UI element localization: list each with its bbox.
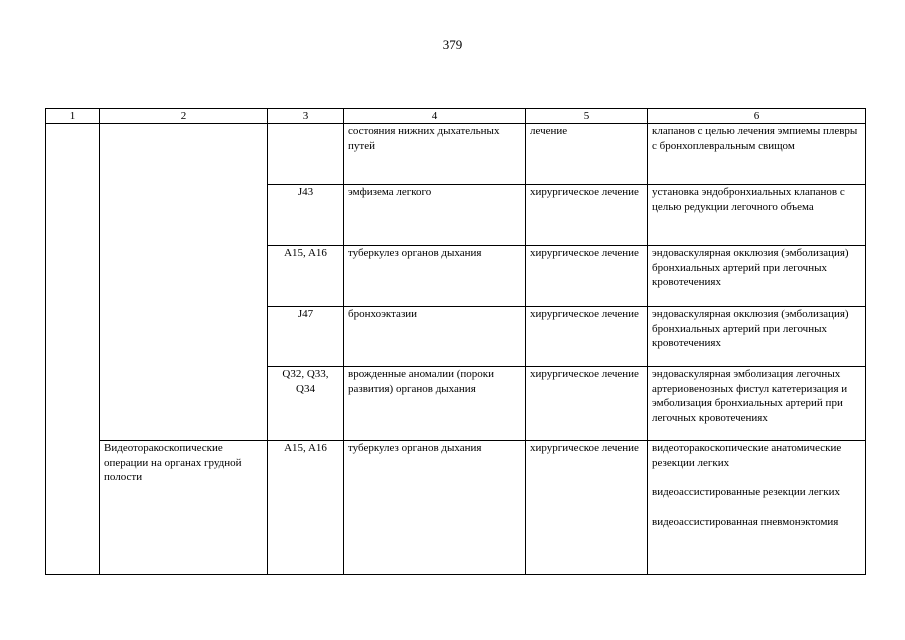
method-cell xyxy=(648,441,866,575)
disease-cell: бронхоэктазии xyxy=(344,307,526,367)
code-cell: A15, A16 xyxy=(268,441,344,575)
code-cell xyxy=(268,124,344,185)
disease-cell: врожденные аномалии (пороки развития) органов дыхания xyxy=(344,367,526,441)
method-text: видеоторакоскопические анатомические резекции легких xyxy=(652,442,842,469)
table-header-row xyxy=(46,109,866,124)
method-cell xyxy=(648,307,866,367)
column-header: 1 xyxy=(46,109,100,124)
treatment-cell: хирургическое лечение xyxy=(526,307,648,367)
group-cell xyxy=(100,124,268,441)
method-cell xyxy=(648,124,866,185)
method-text: установка эндобронхиальных клапанов с целью редукции легочного объема xyxy=(652,186,845,213)
treatment-cell: хирургическое лечение xyxy=(526,441,648,575)
disease-cell: состояния нижних дыхательных путей xyxy=(344,124,526,185)
group-cell: Видеоторакоскопические операции на органах грудной полости xyxy=(100,441,268,575)
treatment-cell: лечение xyxy=(526,124,648,185)
table-row xyxy=(46,441,866,575)
column-header: 2 xyxy=(100,109,268,124)
page-number: 379 xyxy=(442,37,463,52)
column-header: 5 xyxy=(526,109,648,124)
method-text: видеоассистированные резекции легких xyxy=(652,486,841,498)
column-header: 6 xyxy=(648,109,866,124)
number-cell xyxy=(46,124,100,575)
disease-cell: туберкулез органов дыхания xyxy=(344,246,526,307)
treatment-cell: хирургическое лечение xyxy=(526,185,648,246)
method-text: видеоассистированная пневмонэктомия xyxy=(652,515,839,528)
medical-procedures-table xyxy=(45,108,866,575)
code-cell: J47 xyxy=(268,307,344,367)
method-text: клапанов с целью лечения эмпиемы плевры с бронхоплевральным свищом xyxy=(652,125,858,152)
method-text: эндоваскулярная эмболизация легочных артериовенозных фистул катетеризация и эмболизация бронхиальных артерий при легочных кровотечениях xyxy=(652,368,848,424)
column-header: 3 xyxy=(268,109,344,124)
code-cell: Q32, Q33, Q34 xyxy=(268,367,344,441)
disease-cell: эмфизема легкого xyxy=(344,185,526,246)
method-cell xyxy=(648,246,866,307)
code-cell: J43 xyxy=(268,185,344,246)
treatment-cell: хирургическое лечение xyxy=(526,367,648,441)
method-text: эндоваскулярная окклюзия (эмболизация) бронхиальных артерий при легочных кровотечениях xyxy=(652,247,849,288)
column-header: 4 xyxy=(344,109,526,124)
table-row xyxy=(46,124,866,185)
method-cell xyxy=(648,185,866,246)
code-cell: A15, A16 xyxy=(268,246,344,307)
method-cell xyxy=(648,367,866,441)
disease-cell: туберкулез органов дыхания xyxy=(344,441,526,575)
method-text: эндоваскулярная окклюзия (эмболизация) бронхиальных артерий при легочных кровотечениях xyxy=(652,308,849,349)
treatment-cell: хирургическое лечение xyxy=(526,246,648,307)
